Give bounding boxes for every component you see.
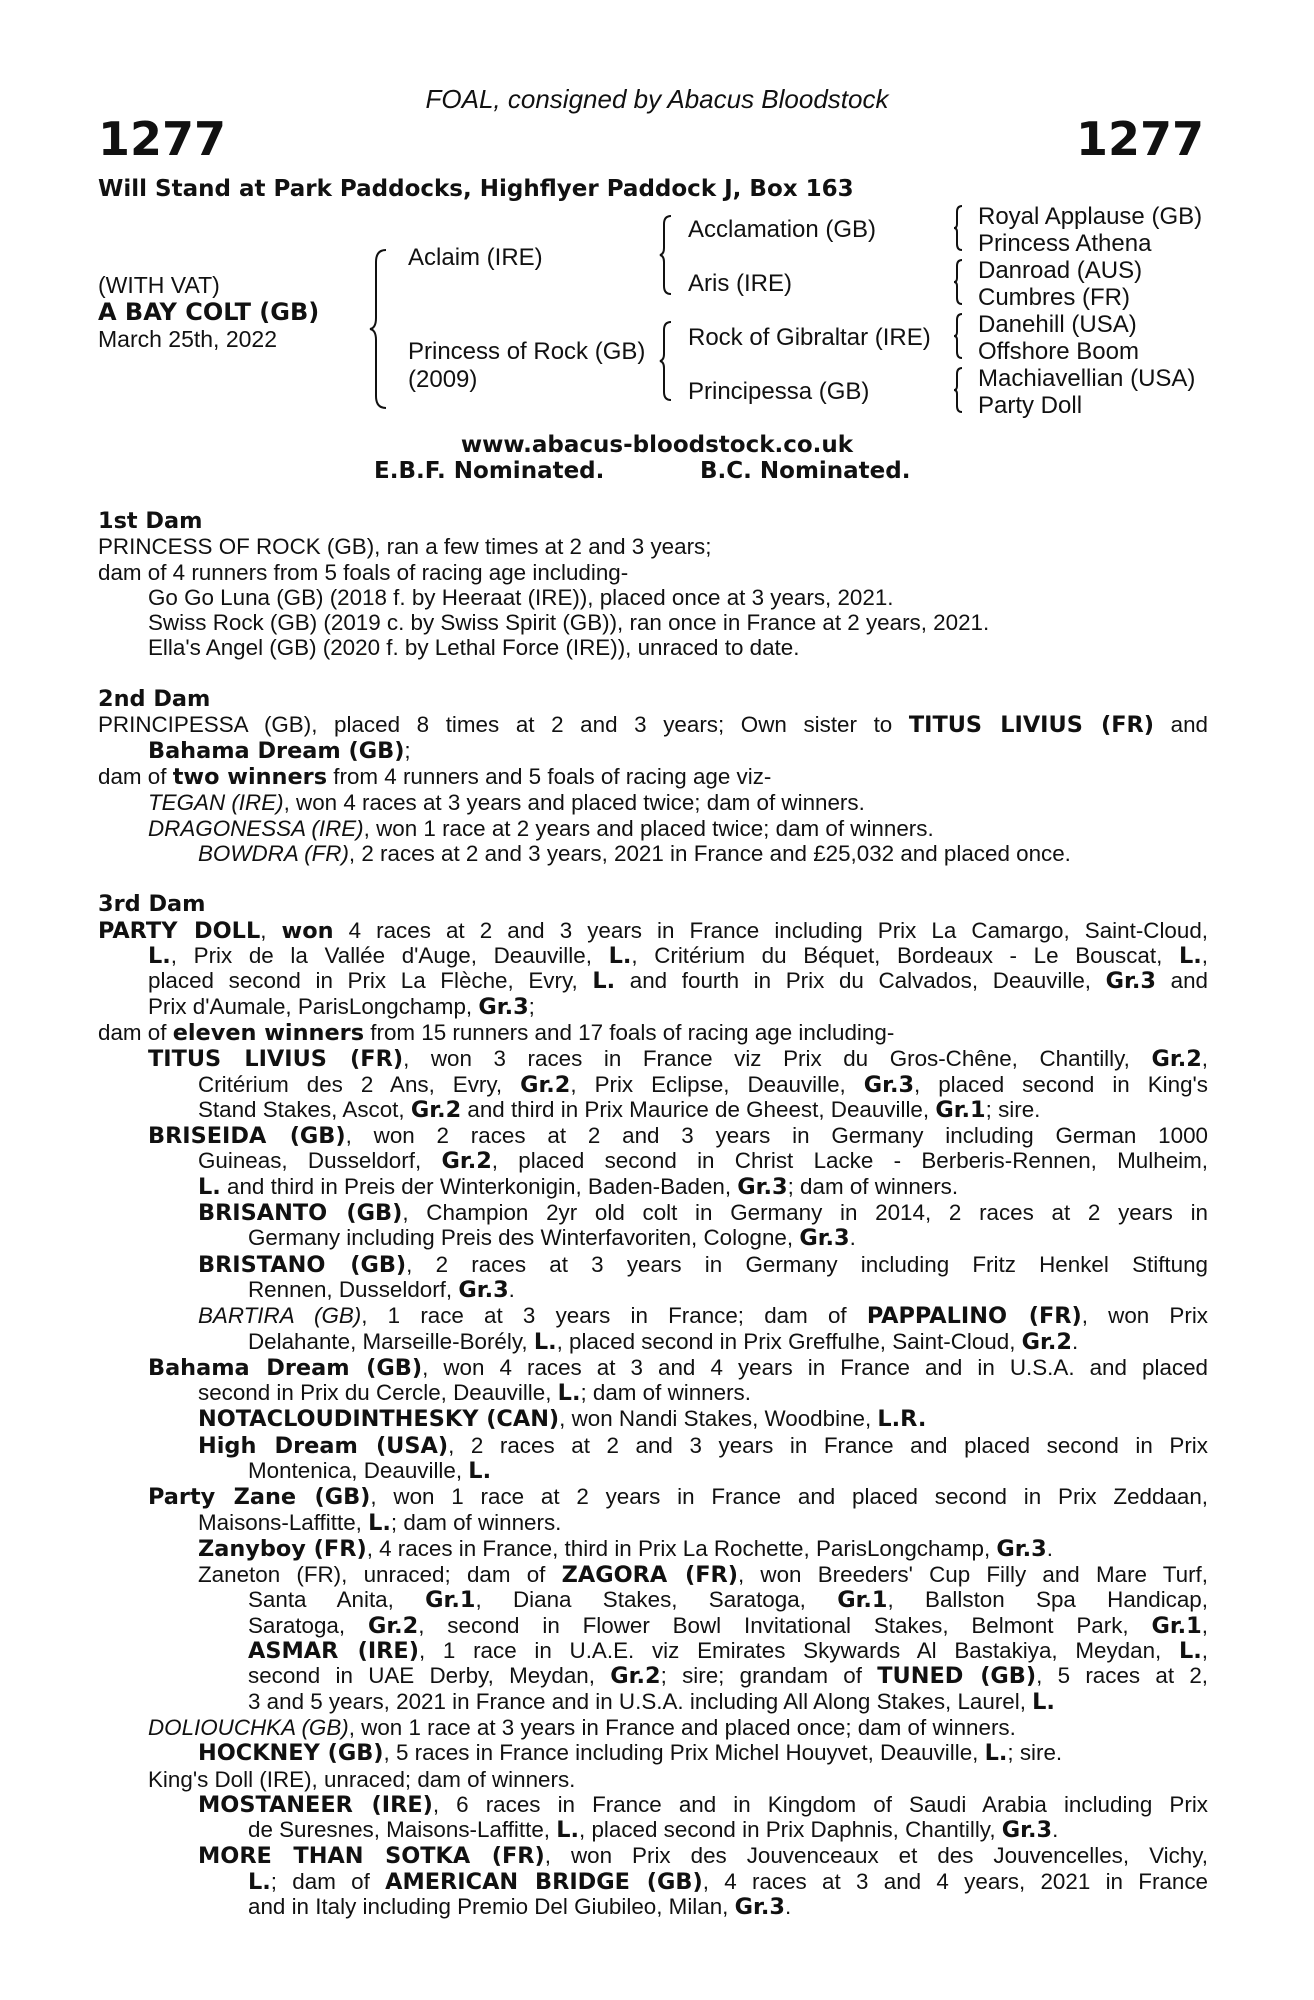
bold-text: BRISANTO (GB) <box>198 1200 403 1226</box>
bold-text: ZAGORA (FR) <box>561 1562 738 1588</box>
text-line <box>98 1355 1208 1380</box>
bold-text: Gr.3 <box>1001 1817 1053 1844</box>
bold-text: Bahama Dream (GB) <box>148 1354 423 1381</box>
bold-text: L. <box>557 1380 581 1407</box>
text-line <box>98 943 1208 968</box>
bold-text: L. <box>984 1740 1008 1767</box>
dam-line-brace <box>658 320 674 402</box>
dam-sire: Rock of Gibraltar (IRE) <box>688 324 931 351</box>
text-run: Montenica, Deauville, <box>248 1457 469 1483</box>
text-line <box>98 1715 1208 1740</box>
bold-text: won <box>281 917 334 944</box>
text-line <box>98 1792 1208 1817</box>
text-run: ; <box>404 737 411 763</box>
bold-text: Gr.3 <box>996 1535 1047 1562</box>
ggp-brace-1 <box>952 204 964 252</box>
bold-text: Bahama Dream (GB) <box>148 737 405 764</box>
bold-text: L. <box>592 968 616 994</box>
text-run: , won Breeders' Cup Filly and Mare Turf, <box>737 1562 1208 1588</box>
bold-text: ASMAR (IRE) <box>248 1638 419 1664</box>
text-run: , second in Flower Bowl Invitational Stakes, Belmont Park, <box>418 1612 1152 1638</box>
ggp-6: Offshore Boom <box>978 338 1139 365</box>
text-run: , won 4 races at 3 years and placed twice; dam of winners. <box>283 790 865 816</box>
text-line <box>98 1638 1208 1663</box>
text-line <box>98 1536 1208 1562</box>
bc-nomination: B.C. Nominated. <box>700 458 911 484</box>
section-heading <box>98 891 1208 917</box>
text-run: , placed second in King's <box>914 1071 1208 1097</box>
bold-text: HOCKNEY (GB) <box>198 1740 384 1767</box>
dam-dam: Principessa (GB) <box>688 378 870 405</box>
text-line <box>98 1225 1208 1251</box>
text-run: Guineas, Dusseldorf, <box>198 1148 442 1174</box>
text-run: ; dam of winners. <box>580 1380 751 1406</box>
bold-text: Gr.1 <box>837 1587 888 1613</box>
text-run: , 4 races at 3 and 4 years, 2021 in France <box>702 1868 1208 1894</box>
text-line <box>98 1046 1208 1071</box>
text-run: , Prix Eclipse, Deauville, <box>570 1071 864 1097</box>
text-run: ; sire. <box>1007 1740 1063 1766</box>
bold-text: AMERICAN BRIDGE (GB) <box>385 1868 703 1895</box>
bold-text: Party Zane (GB) <box>148 1484 371 1510</box>
text-run: , won Prix <box>1081 1303 1208 1329</box>
ggp-8: Party Doll <box>978 392 1083 419</box>
text-run: , won 1 race at 2 years and placed twice; dam of winners. <box>363 815 934 841</box>
bold-text: eleven winners <box>172 1019 365 1046</box>
bold-text: BRISTANO (GB) <box>198 1251 407 1277</box>
bold-text: Gr.3 <box>863 1071 915 1097</box>
bold-text: L. <box>608 943 632 969</box>
ggp-2: Princess Athena <box>978 230 1152 257</box>
dam-name: Princess of Rock (GB) <box>408 338 646 365</box>
bold-text: TITUS LIVIUS (FR) <box>908 712 1155 738</box>
text-run: , 4 races in France, third in Prix La Rochette, ParisLongchamp, <box>366 1535 997 1561</box>
text-run: dam of <box>98 763 173 789</box>
text-run: dam of <box>98 1019 173 1045</box>
text-run: , placed second in Prix Daphnis, Chantilly, <box>579 1817 1002 1843</box>
ggp-brace-2 <box>952 258 964 306</box>
text-run: , won Nandi Stakes, Woodbine, <box>559 1406 878 1432</box>
text-run: ; dam of <box>270 1868 386 1894</box>
dam-year: (2009) <box>408 366 478 393</box>
bold-text: Gr.2 <box>610 1663 661 1689</box>
text-line <box>98 1458 1208 1484</box>
text-run: and <box>1154 712 1208 738</box>
text-run: Swiss Rock (GB) (2019 c. by Swiss Spirit (GB)), ran once in France at 2 years, 2021. <box>148 610 990 636</box>
bold-text: BRISEIDA (GB) <box>148 1123 346 1149</box>
text-run: , placed second in Prix Greffulhe, Saint-Cloud, <box>556 1328 1022 1354</box>
text-run: , 5 races at 2, <box>1036 1663 1208 1689</box>
text-line <box>98 738 1208 764</box>
text-run: PRINCIPESSA (GB), placed 8 times at 2 and 3 years; Own sister to <box>98 712 909 738</box>
text-run: , won 1 race at 2 years in France and placed second in Prix Zeddaan, <box>370 1484 1208 1510</box>
bold-text: L. <box>248 1868 271 1895</box>
website-link[interactable]: www.abacus-bloodstock.co.uk <box>460 432 854 458</box>
text-run: , won 2 races at 2 and 3 years in Germany including German 1000 <box>345 1123 1208 1149</box>
text-run: from 4 runners and 5 foals of racing age viz- <box>327 763 772 789</box>
bold-text: MORE THAN SOTKA (FR) <box>198 1843 545 1869</box>
text-run: , won 4 races at 3 and 4 years in France and in U.S.A. and placed <box>422 1354 1208 1380</box>
text-run: ; sire. <box>985 1096 1041 1122</box>
bold-text: Gr.2 <box>1021 1328 1072 1355</box>
text-run: Critérium des 2 Ans, Evry, <box>198 1071 521 1097</box>
text-line <box>98 1740 1208 1766</box>
pedigree-brace-main <box>368 248 390 410</box>
text-run: ; sire; grandam of <box>660 1663 878 1689</box>
text-line <box>98 1869 1208 1894</box>
text-line <box>98 1123 1208 1148</box>
text-line <box>98 1817 1208 1843</box>
bold-text: Gr.1 <box>425 1587 476 1613</box>
bold-text: L. <box>1178 943 1202 969</box>
text-run: and third in Prix Maurice de Gheest, Deauville, <box>461 1096 936 1122</box>
bold-text: L. <box>368 1509 391 1536</box>
bold-text: PARTY DOLL <box>98 917 261 944</box>
text-line <box>98 560 1208 585</box>
bold-text: L. <box>1178 1638 1202 1664</box>
text-run: , <box>1201 1046 1208 1072</box>
text-run: , Prix de la Vallée d'Auge, Deauville, <box>170 943 609 969</box>
text-run: . <box>849 1225 856 1251</box>
text-run: , won 1 race at 3 years in France and placed once; dam of winners. <box>348 1714 1016 1740</box>
text-run: , <box>1201 1612 1208 1638</box>
bold-text: MOSTANEER (IRE) <box>198 1791 433 1818</box>
bold-text: L. <box>468 1457 492 1484</box>
text-line <box>98 994 1208 1020</box>
text-run: King's Doll (IRE), unraced; dam of winners. <box>148 1766 576 1792</box>
stand-location: Will Stand at Park Paddocks, Highflyer Paddock J, Box 163 <box>98 176 854 202</box>
bold-text: Gr.3 <box>478 993 529 1020</box>
text-run: second in UAE Derby, Meydan, <box>248 1663 611 1689</box>
text-line <box>98 1484 1208 1509</box>
text-line <box>98 1174 1208 1200</box>
text-run: Saratoga, <box>248 1612 368 1638</box>
text-run: Rennen, Dusseldorf, <box>248 1276 459 1302</box>
bold-text: L. <box>198 1173 221 1200</box>
text-run: , Diana Stakes, Saratoga, <box>475 1587 838 1613</box>
text-run: . <box>1071 1328 1079 1354</box>
text-run: , 1 race in U.A.E. viz Emirates Skywards Al Bastakiya, Meydan, <box>418 1638 1179 1664</box>
text-run: , 2 races at 3 years in Germany including Fritz Henkel Stiftung <box>406 1251 1208 1277</box>
bold-text: 1st Dam <box>98 508 203 534</box>
text-run: , 6 races in France and in Kingdom of Saudi Arabia including Prix <box>432 1791 1208 1817</box>
bold-text: L. <box>533 1328 557 1355</box>
text-run: . <box>1052 1817 1059 1843</box>
bold-text: Zanyboy (FR) <box>198 1535 367 1562</box>
text-run: . <box>1046 1535 1053 1561</box>
text-run: de Suresnes, Maisons-Laffitte, <box>248 1817 557 1843</box>
bold-text: Gr.3 <box>737 1173 788 1200</box>
section-heading <box>98 508 1208 534</box>
lot-number-left: 1277 <box>98 112 227 166</box>
text-line <box>98 1303 1208 1328</box>
sire-name: Aclaim (IRE) <box>408 244 543 271</box>
text-line <box>98 1072 1208 1097</box>
bold-text: Gr.2 <box>520 1071 571 1097</box>
bold-text: PAPPALINO (FR) <box>866 1303 1082 1329</box>
bold-text: Gr.1 <box>1151 1612 1202 1639</box>
text-run: , Champion 2yr old colt in Germany in 2014, 2 races at 2 years in <box>402 1200 1208 1226</box>
text-run: , <box>1201 1638 1208 1664</box>
ggp-7: Machiavellian (USA) <box>978 365 1196 392</box>
italic-text: BARTIRA (GB) <box>198 1303 362 1329</box>
text-line <box>98 1097 1208 1123</box>
text-line <box>98 1406 1208 1432</box>
text-run: from 15 runners and 17 foals of racing age including- <box>364 1019 895 1045</box>
text-run: ; dam of winners. <box>787 1173 959 1199</box>
consignment-line: FOAL, consigned by Abacus Bloodstock <box>425 84 889 114</box>
text-line <box>98 1663 1208 1688</box>
text-line <box>98 610 1208 635</box>
text-run: Santa Anita, <box>248 1587 426 1613</box>
lot-number-right: 1277 <box>1075 112 1204 166</box>
horse-description: A BAY COLT (GB) <box>98 298 320 326</box>
text-line <box>98 1020 1208 1046</box>
text-run: Go Go Luna (GB) (2018 f. by Heeraat (IRE)), placed once at 3 years, 2021. <box>148 584 894 610</box>
section-heading <box>98 686 1208 712</box>
bold-text: Gr.1 <box>935 1096 986 1123</box>
ebf-nomination: E.B.F. Nominated. <box>374 458 605 484</box>
text-run: Germany including Preis des Winterfavoriten, Cologne, <box>248 1225 800 1251</box>
text-run: Zaneton (FR), unraced; dam of <box>198 1562 562 1588</box>
text-run: 3 and 5 years, 2021 in France and in U.S.A. including All Along Stakes, Laurel, <box>248 1688 1033 1714</box>
text-run: PRINCESS OF ROCK (GB), ran a few times at 2 and 3 years; <box>98 534 712 560</box>
text-line <box>98 1433 1208 1458</box>
text-line <box>98 1277 1208 1303</box>
ggp-brace-4 <box>952 366 964 414</box>
text-line <box>98 1613 1208 1638</box>
text-run: , placed second in Christ Lacke - Berberis-Rennen, Mulheim, <box>491 1148 1208 1174</box>
bold-text: Gr.2 <box>441 1148 492 1174</box>
text-line <box>98 1380 1208 1406</box>
text-line <box>98 1562 1208 1587</box>
text-run: Prix d'Aumale, ParisLongchamp, <box>148 993 479 1019</box>
text-run: ; dam of winners. <box>390 1509 562 1535</box>
text-line <box>98 790 1208 815</box>
text-line <box>98 534 1208 559</box>
ggp-4: Cumbres (FR) <box>978 284 1131 311</box>
text-run: , won 3 races in France viz Prix du Gros-Chêne, Chantilly, <box>403 1046 1152 1072</box>
sire-sire: Acclamation (GB) <box>688 216 877 243</box>
bold-text: L. <box>1032 1688 1055 1715</box>
bold-text: Gr.2 <box>410 1096 462 1123</box>
text-run: Stand Stakes, Ascot, <box>198 1096 411 1122</box>
bold-text: TUNED (GB) <box>877 1663 1037 1689</box>
text-run: , 2 races at 2 and 3 years, 2021 in France and £25,032 and placed once. <box>348 840 1071 866</box>
text-run: , 1 race at 3 years in France; dam of <box>361 1303 867 1329</box>
text-run: , <box>260 917 282 943</box>
bold-text: L. <box>148 943 171 969</box>
bold-text: Gr.3 <box>799 1225 850 1252</box>
text-run: dam of 4 runners from 5 foals of racing age including- <box>98 559 629 585</box>
text-run: and third in Preis der Winterkonigin, Baden-Baden, <box>220 1173 738 1199</box>
text-line <box>98 1252 1208 1277</box>
text-line <box>98 1510 1208 1536</box>
text-line <box>98 764 1208 790</box>
text-run: placed second in Prix La Flèche, Evry, <box>148 968 593 994</box>
ggp-brace-3 <box>952 312 964 360</box>
text-line <box>98 585 1208 610</box>
text-line <box>98 841 1208 866</box>
text-run: and in Italy including Premio Del Giubileo, Milan, <box>248 1894 735 1920</box>
text-line <box>98 1329 1208 1355</box>
text-line <box>98 1894 1208 1920</box>
ggp-5: Danehill (USA) <box>978 311 1137 338</box>
bold-text: 3rd Dam <box>98 891 206 918</box>
sire-dam: Aris (IRE) <box>688 270 792 297</box>
text-line <box>98 816 1208 841</box>
text-run: 4 races at 2 and 3 years in France including Prix La Camargo, Saint-Cloud, <box>333 917 1208 943</box>
text-run: Maisons-Laffitte, <box>198 1509 369 1535</box>
bold-text: TITUS LIVIUS (FR) <box>148 1046 404 1072</box>
text-line <box>98 1148 1208 1173</box>
sire-line-brace <box>658 214 674 296</box>
italic-text: DOLIOUCHKA (GB) <box>148 1714 349 1740</box>
bold-text: NOTACLOUDINTHESKY (CAN) <box>198 1406 560 1433</box>
bold-text: High Dream (USA) <box>198 1432 449 1458</box>
text-run: Delahante, Marseille-Borély, <box>248 1328 534 1354</box>
bold-text: Gr.2 <box>1151 1046 1202 1072</box>
foaling-date: March 25th, 2022 <box>98 326 278 352</box>
italic-text: BOWDRA (FR) <box>198 840 349 866</box>
text-run: ; <box>528 993 535 1019</box>
spacer <box>98 866 1208 891</box>
text-run: and fourth in Prix du Calvados, Deauville, <box>615 968 1106 994</box>
text-run: Ella's Angel (GB) (2020 f. by Lethal Force (IRE)), unraced to date. <box>148 635 800 661</box>
text-line <box>98 1689 1208 1715</box>
text-line <box>98 635 1208 660</box>
bold-text: 2nd Dam <box>98 686 211 713</box>
vat-note: (WITH VAT) <box>98 272 220 298</box>
ggp-3: Danroad (AUS) <box>978 257 1143 284</box>
bold-text: L.R. <box>877 1406 927 1433</box>
text-run: . <box>508 1276 515 1302</box>
text-run: , 2 races at 2 and 3 years in France and placed second in Prix <box>448 1432 1208 1458</box>
bold-text: Gr.3 <box>458 1276 509 1303</box>
bold-text: Gr.3 <box>734 1894 785 1921</box>
italic-text: TEGAN (IRE) <box>148 790 284 816</box>
text-run: , <box>1201 943 1208 969</box>
bold-text: L. <box>556 1817 580 1844</box>
bold-text: Gr.3 <box>1105 968 1156 994</box>
text-run: second in Prix du Cercle, Deauville, <box>198 1380 558 1406</box>
spacer <box>98 661 1208 686</box>
text-line <box>98 1767 1208 1792</box>
text-run: , Critérium du Béquet, Bordeaux - Le Bouscat, <box>631 943 1179 969</box>
text-line <box>98 968 1208 993</box>
text-line <box>98 712 1208 737</box>
text-line <box>98 918 1208 943</box>
text-run: , 5 races in France including Prix Michel Houyvet, Deauville, <box>383 1740 985 1766</box>
ggp-1: Royal Applause (GB) <box>978 203 1203 230</box>
bold-text: two winners <box>172 763 328 790</box>
italic-text: DRAGONESSA (IRE) <box>148 815 364 841</box>
bold-text: Gr.2 <box>367 1612 419 1639</box>
text-line <box>98 1200 1208 1225</box>
text-line <box>98 1587 1208 1612</box>
catalogue-page-body <box>98 508 1208 1920</box>
text-run: , won Prix des Jouvenceaux et des Jouvencelles, Vichy, <box>544 1843 1208 1869</box>
text-line <box>98 1843 1208 1868</box>
text-run: and <box>1155 968 1208 994</box>
text-run: , Ballston Spa Handicap, <box>887 1587 1208 1613</box>
text-run: . <box>784 1894 792 1920</box>
